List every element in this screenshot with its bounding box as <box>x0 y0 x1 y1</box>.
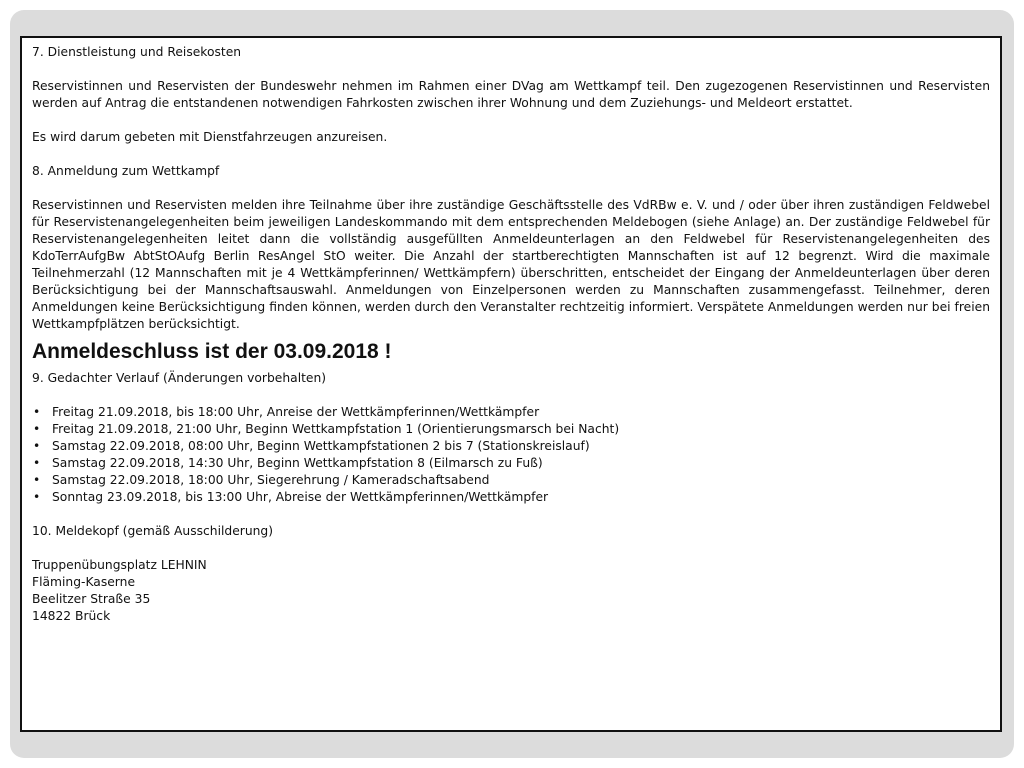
spacer <box>32 61 990 78</box>
schedule-item-text: Sonntag 23.09.2018, bis 13:00 Uhr, Abreise der Wettkämpferinnen/Wettkämpfer <box>52 490 549 504</box>
spacer <box>32 506 990 523</box>
schedule-item <box>32 472 990 489</box>
address-line: Truppenübungsplatz LEHNIN <box>32 558 207 572</box>
section-7-note: Es wird darum gebeten mit Dienstfahrzeugen anzureisen. <box>32 130 388 144</box>
spacer <box>32 112 990 129</box>
spacer <box>32 180 990 197</box>
section-9-heading: 9. Gedachter Verlauf (Änderungen vorbehalten) <box>32 371 327 385</box>
schedule-item-text: Freitag 21.09.2018, bis 18:00 Uhr, Anreise der Wettkämpferinnen/Wettkämpfer <box>52 405 540 419</box>
bullet-icon: • <box>33 405 41 419</box>
schedule-item-text: Samstag 22.09.2018, 18:00 Uhr, Siegerehrung / Kameradschaftsabend <box>52 473 490 487</box>
schedule-item-text: Samstag 22.09.2018, 08:00 Uhr, Beginn Wettkampfstationen 2 bis 7 (Stationskreislauf) <box>52 439 590 453</box>
schedule-item <box>32 421 990 438</box>
section-7-paragraph: Reservistinnen und Reservisten der Bundeswehr nehmen im Rahmen einer DVag am Wettkampf teil. Den zugezogenen Reservistinnen und Reservisten werden auf Antrag die entstandenen notwendigen Fahrkosten zwischen ihrer Wohnung und dem Zuziehungs- und Meldeort erstattet. <box>32 79 990 110</box>
bullet-icon: • <box>33 456 41 470</box>
section-10-heading: 10. Meldekopf (gemäß Ausschilderung) <box>32 524 274 538</box>
schedule-list <box>32 404 990 506</box>
schedule-item <box>32 404 990 421</box>
document-page <box>20 36 1002 732</box>
schedule-item-text: Samstag 22.09.2018, 14:30 Uhr, Beginn Wettkampfstation 8 (Eilmarsch zu Fuß) <box>52 456 543 470</box>
section-8-heading: 8. Anmeldung zum Wettkampf <box>32 164 220 178</box>
section-7-heading: 7. Dienstleistung und Reisekosten <box>32 45 242 59</box>
section-8-paragraph: Reservistinnen und Reservisten melden ihre Teilnahme über ihre zuständige Geschäftsstelle des VdRBw e. V. und / oder über ihren zuständigen Feldwebel für Reservistenangelegenheiten beim jeweiligen Landeskommando mit dem entsprechenden Meldebogen (siehe Anlage) an. Der zuständige Feldwebel für Reservistenangelegenheiten leitet dann die vollständig ausgefüllten Anmeldeunterlagen an den Feldwebel für Reservistenangelegenheiten des KdoTerrAufgBw AbtStOAufg Berlin ResAngel StO weiter. Die Anzahl der startberechtigten Mannschaften ist auf 12 begrenzt. Wird die maximale Teilnehmerzahl (12 Mannschaften mit je 4 Wettkämpferinnen/ Wettkämpfern) überschritten, entscheidet der Eingang der Anmeldeunterlagen über deren Berücksichtigung bei der Mannschaftsauswahl. Anmeldungen von Einzelpersonen werden zu Mannschaften zusammengefasst. Teilnehmer, deren Anmeldungen keine Berücksichtigung finden können, werden durch den Veranstalter rechtzeitig informiert. Verspätete Anmeldungen werden nur bei freien Wettkampfplätzen berücksichtigt. <box>32 198 990 331</box>
spacer <box>32 540 990 557</box>
bullet-icon: • <box>33 473 41 487</box>
bullet-icon: • <box>33 490 41 504</box>
spacer <box>32 387 990 404</box>
address-line: 14822 Brück <box>32 609 111 623</box>
bullet-icon: • <box>33 439 41 453</box>
schedule-item-text: Freitag 21.09.2018, 21:00 Uhr, Beginn Wettkampfstation 1 (Orientierungsmarsch bei Nacht) <box>52 422 620 436</box>
address-line: Fläming-Kaserne <box>32 575 136 589</box>
schedule-item <box>32 455 990 472</box>
bullet-icon: • <box>33 422 41 436</box>
schedule-item <box>32 489 990 506</box>
spacer <box>32 146 990 163</box>
address-line: Beelitzer Straße 35 <box>32 592 151 606</box>
schedule-item <box>32 438 990 455</box>
deadline-heading: Anmeldeschluss ist der 03.09.2018 ! <box>32 340 392 363</box>
